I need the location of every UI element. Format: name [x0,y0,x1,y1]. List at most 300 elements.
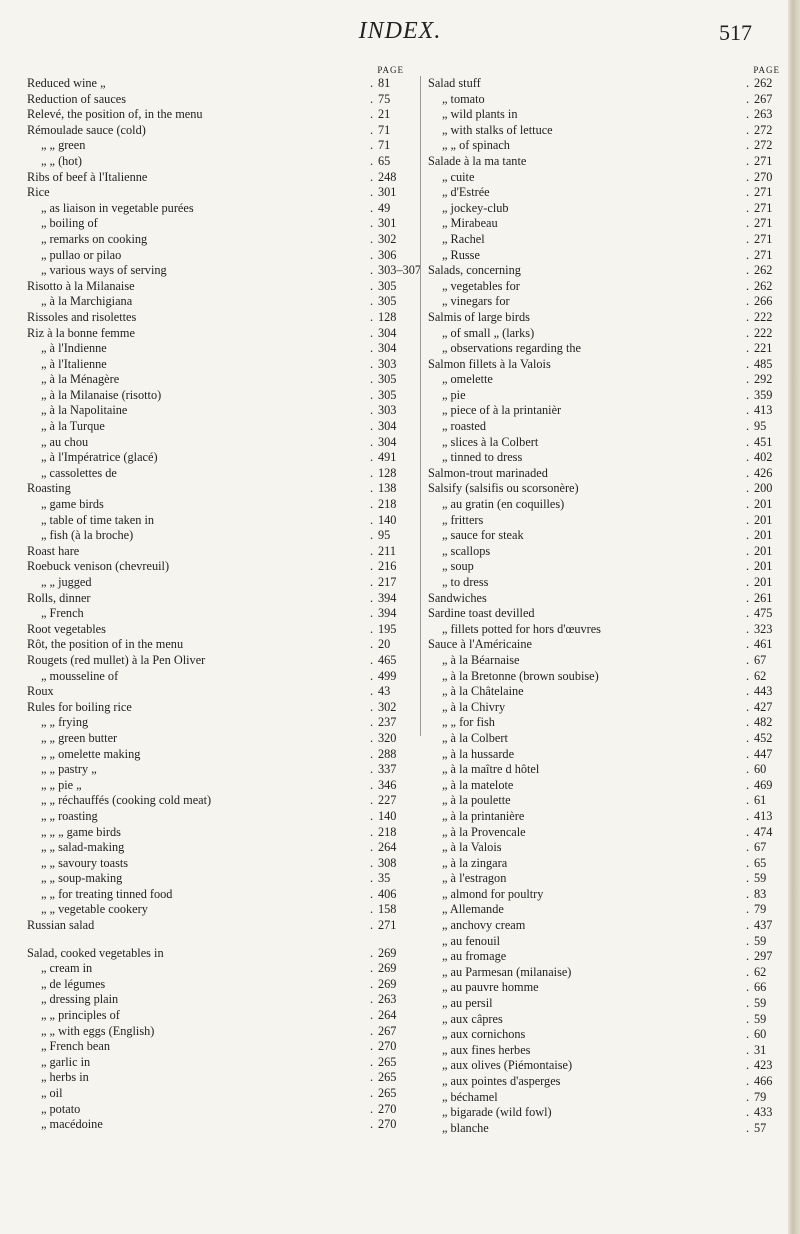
entry-text: „ scallops [442,543,491,558]
index-entry [428,559,788,575]
index-entry [27,977,412,993]
entry-page: . 201 [746,497,786,513]
entry-text: „ blanche [442,1120,489,1135]
entry-text: „ potato [41,1101,81,1116]
index-entry [27,1086,412,1102]
entry-page: . 302 [370,700,410,716]
entry-page: . 21 [370,107,410,123]
entry-text: Rolls, dinner [27,590,91,605]
index-entry [27,341,412,357]
index-entry [428,622,788,638]
entry-text: „ tomato [442,91,485,106]
index-entry [27,372,412,388]
index-entry [27,107,412,123]
entry-text: „ French [41,606,84,621]
entry-page: . 305 [370,294,410,310]
entry-page: . 271 [746,248,786,264]
index-entry [428,778,788,794]
entry-page: . 270 [370,1117,410,1133]
entry-page: . 303–307 [370,263,410,279]
entry-page: . 75 [370,92,410,108]
index-entry [27,1117,412,1133]
entry-text: „ wild plants in [442,107,518,122]
index-entry [428,1043,788,1059]
entry-page: . 81 [370,76,410,92]
page-number: 517 [719,20,752,45]
entry-page: . 218 [370,825,410,841]
index-entry [27,232,412,248]
entry-page: . 265 [370,1086,410,1102]
index-entry [27,481,412,497]
index-entry [428,248,788,264]
index-entry [27,918,412,934]
index-entry [27,497,412,513]
entry-page: . 474 [746,825,786,841]
entry-text: „ jockey-club [442,200,509,215]
entry-text: „ game birds [41,497,104,512]
entry-text: „ à la Ménagère [41,372,120,387]
index-entry [428,793,788,809]
index-entry [428,450,788,466]
index-entry [428,263,788,279]
entry-text: „ fillets potted for hors d'œuvres [442,621,601,636]
entry-text: „ Russe [442,247,480,262]
entry-text: „ mousseline of [41,668,119,683]
entry-page: . 443 [746,684,786,700]
entry-text: „ à la poulette [442,793,511,808]
entry-page: . 140 [370,513,410,529]
entry-text: „ „ soup-making [41,871,123,886]
index-entry [27,653,412,669]
entry-text: „ à la Bretonne (brown soubise) [442,668,599,683]
index-entry [428,528,788,544]
entry-text: „ de légumes [41,976,106,991]
entry-text: „ Allemande [442,902,504,917]
entry-page: . 60 [746,762,786,778]
entry-text: „ soup [442,559,474,574]
entry-page: . 308 [370,856,410,872]
entry-page: . 59 [746,934,786,950]
entry-page: . 138 [370,481,410,497]
index-entry [27,793,412,809]
entry-page: . 216 [370,559,410,575]
index-entry [428,871,788,887]
entry-text: „ Rachel [442,231,485,246]
index-entry [27,669,412,685]
entry-page: . 461 [746,637,786,653]
entry-text: „ à la Milanaise (risotto) [41,387,162,402]
entry-page: . 292 [746,372,786,388]
entry-text: „ pullao or pilao [41,247,122,262]
index-entry [428,388,788,404]
entry-text: „ à la hussarde [442,746,515,761]
entry-text: „ cream in [41,961,93,976]
entry-text: „ dressing plain [41,992,119,1007]
entry-text: „ of small „ (larks) [442,325,535,340]
entry-text: Salad stuff [428,76,481,90]
entry-text: Sardine toast devilled [428,606,535,621]
index-entry [428,481,788,497]
entry-text: „ to dress [442,575,489,589]
entry-page: . 211 [370,544,410,560]
entry-page: . 320 [370,731,410,747]
index-entry [27,466,412,482]
entry-page: . 402 [746,450,786,466]
index-entry [27,856,412,872]
entry-page: . 217 [370,575,410,591]
index-entry [27,1039,412,1055]
index-list-left [27,76,422,1133]
entry-page: . 394 [370,606,410,622]
entry-text: „ Mirabeau [442,216,498,231]
index-entry [428,154,788,170]
entry-page: . 271 [370,918,410,934]
entry-page: . 263 [370,992,410,1008]
entry-text: „ observations regarding the [442,341,581,356]
index-entry [27,1055,412,1071]
entry-page: . 35 [370,871,410,887]
index-entry [27,637,412,653]
entry-page: . 266 [746,294,786,310]
entry-page: . 297 [746,949,786,965]
entry-text: „ „ pastry „ [41,762,97,777]
entry-text: Salmis of large birds [428,309,530,324]
entry-page: . 485 [746,357,786,373]
index-entry [27,170,412,186]
index-entry [428,856,788,872]
index-entry [27,76,412,92]
entry-text: „ remarks on cooking [41,231,148,246]
entry-page: . 65 [370,154,410,170]
index-entry [27,762,412,778]
entry-text: „ omelette [442,372,493,387]
entry-text: „ à l'Indienne [41,341,107,356]
entry-page: . 304 [370,435,410,451]
index-entry [428,934,788,950]
index-entry [428,1090,788,1106]
index-entry [27,294,412,310]
entry-page: . 201 [746,559,786,575]
entry-page: . 304 [370,326,410,342]
entry-text: „ cassolettes de [41,465,117,480]
entry-text: „ béchamel [442,1089,498,1104]
entry-page: . 359 [746,388,786,404]
entry-page: . 71 [370,123,410,139]
entry-page: . 62 [746,965,786,981]
entry-page: . 61 [746,793,786,809]
index-entry [27,92,412,108]
entry-page: . 95 [746,419,786,435]
index-entry [27,946,412,962]
index-entry [428,980,788,996]
entry-page: . 262 [746,76,786,92]
index-entry [428,1121,788,1137]
entry-text: „ aux fines herbes [442,1042,531,1057]
entry-text: „ „ green [41,138,86,153]
index-entry [27,185,412,201]
entry-page: . 79 [746,902,786,918]
index-entry [428,965,788,981]
index-entry [428,326,788,342]
entry-page: . 337 [370,762,410,778]
entry-text: Reduced wine „ [27,76,106,90]
entry-text: Roux [27,684,54,699]
entry-text: Salads, concerning [428,263,521,278]
entry-page: . 265 [370,1070,410,1086]
entry-text: Roast hare [27,543,80,558]
entry-text: „ „ jugged [41,575,92,589]
entry-text: „ à la Turque [41,419,105,434]
entry-page: . 128 [370,466,410,482]
entry-page: . 346 [370,778,410,794]
index-entry [428,185,788,201]
entry-page: . 221 [746,341,786,357]
entry-page: . 423 [746,1058,786,1074]
entry-page: . 201 [746,528,786,544]
entry-page: . 128 [370,310,410,326]
entry-text: „ à la Provencale [442,824,526,839]
entry-text: Salsify (salsifis ou scorsonère) [428,481,579,496]
entry-text: „ à la Béarnaise [442,652,520,667]
entry-text: „ fritters [442,512,484,527]
index-entry [428,902,788,918]
index-entry [428,637,788,653]
entry-page: . 218 [370,497,410,513]
index-entry [27,715,412,731]
index-entry [27,544,412,560]
index-entry [27,731,412,747]
entry-page: . 95 [370,528,410,544]
index-entry [27,1024,412,1040]
entry-text: „ „ omelette making [41,746,141,761]
entry-text: Rissoles and risolettes [27,309,137,324]
index-entry [428,497,788,513]
index-entry [428,731,788,747]
entry-text: „ „ for treating tinned food [41,886,173,901]
index-entry [428,825,788,841]
entry-text: „ as liaison in vegetable purées [41,200,194,215]
index-entry [27,575,412,591]
entry-text: „ aux câpres [442,1011,503,1026]
index-entry [27,778,412,794]
index-entry [428,669,788,685]
entry-page: . 237 [370,715,410,731]
entry-page: . 60 [746,1027,786,1043]
index-entry [27,154,412,170]
entry-page: . 465 [370,653,410,669]
entry-page: . 59 [746,1012,786,1028]
entry-page: . 195 [370,622,410,638]
index-entry [428,310,788,326]
index-entry [27,435,412,451]
index-entry [428,170,788,186]
entry-page: . 475 [746,606,786,622]
index-entry [428,1012,788,1028]
entry-text: „ with stalks of lettuce [442,122,553,137]
entry-page: . 67 [746,653,786,669]
entry-text: Salad, cooked vegetables in [27,945,164,960]
index-entry [428,92,788,108]
entry-page: . 59 [746,996,786,1012]
entry-text: „ au persil [442,996,493,1011]
entry-text: „ „ vegetable cookery [41,902,148,917]
entry-page: . 265 [370,1055,410,1071]
page-column-label: PAGE [753,65,780,75]
index-entry [27,591,412,607]
entry-text: Salmon fillets à la Valois [428,356,551,371]
index-entry [27,606,412,622]
index-entry [428,357,788,373]
entry-text: „ au chou [41,434,89,449]
entry-text: „ à l'Italienne [41,356,107,371]
entry-page: . 158 [370,902,410,918]
entry-page: . 57 [746,1121,786,1137]
entry-page: . 426 [746,466,786,482]
entry-text: „ à la Marchigiana [41,294,133,309]
entry-page: . 305 [370,279,410,295]
entry-page: . 49 [370,201,410,217]
entry-text: „ „ salad-making [41,840,125,855]
index-entry [27,123,412,139]
section-gap [27,934,412,946]
entry-text: Salade à la ma tante [428,153,527,168]
entry-page: . 264 [370,840,410,856]
entry-page: . 71 [370,138,410,154]
entry-text: Rice [27,185,50,200]
entry-text: „ slices à la Colbert [442,434,539,449]
entry-page: . 271 [746,154,786,170]
index-entry [428,466,788,482]
entry-text: „ French bean [41,1039,110,1054]
index-entry [27,403,412,419]
index-entry [428,216,788,232]
entry-text: „ „ roasting [41,808,98,823]
entry-text: „ „ pie „ [41,777,82,792]
entry-text: Risotto à la Milanaise [27,278,135,293]
index-entry [428,747,788,763]
entry-page: . 59 [746,871,786,887]
index-entry [27,513,412,529]
index-list-right [428,76,788,1136]
index-entry [27,279,412,295]
entry-page: . 270 [370,1039,410,1055]
index-entry [27,263,422,279]
entry-text: „ fish (à la broche) [41,528,134,543]
entry-text: Ribs of beef à l'Italienne [27,169,148,184]
entry-page: . 288 [370,747,410,763]
entry-page: . 269 [370,961,410,977]
entry-page: . 272 [746,123,786,139]
index-entry [428,918,788,934]
entry-page: . 269 [370,977,410,993]
page-title: INDEX. [358,18,442,44]
index-entry [27,450,412,466]
entry-text: „ „ (hot) [41,153,82,168]
entry-text: „ pie [442,387,466,402]
entry-text: „ roasted [442,419,487,434]
entry-page: . 79 [746,1090,786,1106]
index-entry [428,653,788,669]
index-entry [428,1074,788,1090]
index-entry [27,1008,412,1024]
entry-text: Rôt, the position of in the menu [27,637,184,652]
entry-page: . 267 [746,92,786,108]
index-entry [27,902,412,918]
entry-page: . 222 [746,326,786,342]
index-entry [27,684,412,700]
index-entry [27,700,412,716]
entry-page: . 303 [370,403,410,419]
entry-text: Sauce à l'Américaine [428,637,532,652]
index-entry [27,216,412,232]
page-column-label: PAGE [377,65,404,75]
entry-page: . 201 [746,544,786,560]
entry-page: . 272 [746,138,786,154]
entry-text: „ various ways of serving [41,263,167,278]
index-entry [428,1027,788,1043]
entry-page: . 271 [746,185,786,201]
entry-page: . 271 [746,201,786,217]
entry-page: . 469 [746,778,786,794]
index-column-left [27,64,422,1133]
entry-page: . 65 [746,856,786,872]
entry-text: „ bigarade (wild fowl) [442,1105,552,1120]
index-entry [428,435,788,451]
entry-page: . 263 [746,107,786,123]
entry-text: „ aux olives (Piémontaise) [442,1058,573,1073]
entry-page: . 20 [370,637,410,653]
entry-text: Rules for boiling rice [27,699,132,714]
entry-page: . 31 [746,1043,786,1059]
index-entry [428,606,788,622]
entry-page: . 269 [370,946,410,962]
index-entry [428,123,788,139]
index-entry [428,76,788,92]
entry-page: . 301 [370,185,410,201]
index-entry [27,419,412,435]
index-entry [27,992,412,1008]
entry-text: Root vegetables [27,621,106,636]
entry-page: . 301 [370,216,410,232]
entry-page: . 451 [746,435,786,451]
index-column-right [428,64,788,1136]
entry-text: „ oil [41,1086,63,1100]
book-page-edge [788,0,800,1234]
entry-page: . 323 [746,622,786,638]
index-entry [27,138,412,154]
index-entry [428,232,788,248]
entry-text: „ d'Estrée [442,185,490,200]
entry-text: „ à la Colbert [442,730,508,745]
index-entry [27,357,412,373]
entry-text: Riz à la bonne femme [27,325,135,340]
entry-text: „ „ for fish [442,715,495,730]
entry-page: . 394 [370,591,410,607]
entry-page: . 271 [746,232,786,248]
entry-page: . 66 [746,980,786,996]
entry-text: „ au gratin (en coquilles) [442,497,565,512]
entry-page: . 227 [370,793,410,809]
entry-text: „ vegetables for [442,278,520,293]
entry-page: . 304 [370,341,410,357]
entry-text: Roasting [27,481,71,496]
entry-page: . 427 [746,700,786,716]
entry-text: „ au pauvre homme [442,980,539,995]
entry-text: „ table of time taken in [41,512,155,527]
index-entry [428,949,788,965]
entry-text: „ au Parmesan (milanaise) [442,964,572,979]
entry-page: . 43 [370,684,410,700]
